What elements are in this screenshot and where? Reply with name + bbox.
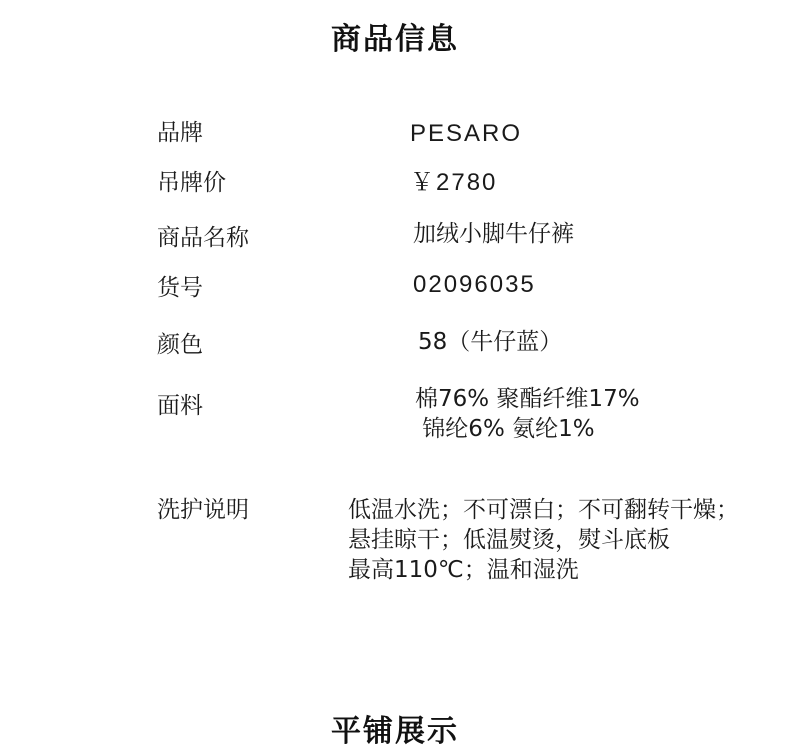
care-line: 低温水洗；不可漂白；不可翻转干燥； (348, 497, 739, 523)
fabric-line: 锦纶6% 氨纶1% (415, 416, 595, 442)
item-number-value: 02096035 (413, 271, 536, 298)
color-value: 58（牛仔蓝） (418, 329, 563, 355)
fabric-label: 面料 (157, 393, 203, 419)
product-name-label: 商品名称 (157, 225, 249, 251)
section-title-flat-display: 平铺展示 (331, 714, 459, 749)
tag-price-label: 吊牌价 (157, 170, 226, 196)
section-title-product-info: 商品信息 (331, 22, 459, 57)
product-name-value: 加绒小脚牛仔裤 (413, 221, 574, 247)
fabric-value (415, 384, 640, 444)
brand-value: PESARO (410, 120, 523, 147)
care-value (348, 495, 739, 585)
color-label: 颜色 (157, 332, 203, 358)
brand-label: 品牌 (157, 120, 203, 146)
fabric-line: 棉76% 聚酯纤维17% (415, 386, 640, 412)
tag-price-value: ￥2780 (410, 169, 498, 196)
care-label: 洗护说明 (157, 497, 249, 523)
care-line: 最高110℃；温和湿洗 (348, 557, 579, 583)
item-number-label: 货号 (157, 275, 203, 301)
care-line: 悬挂晾干；低温熨烫，熨斗底板 (348, 527, 670, 553)
